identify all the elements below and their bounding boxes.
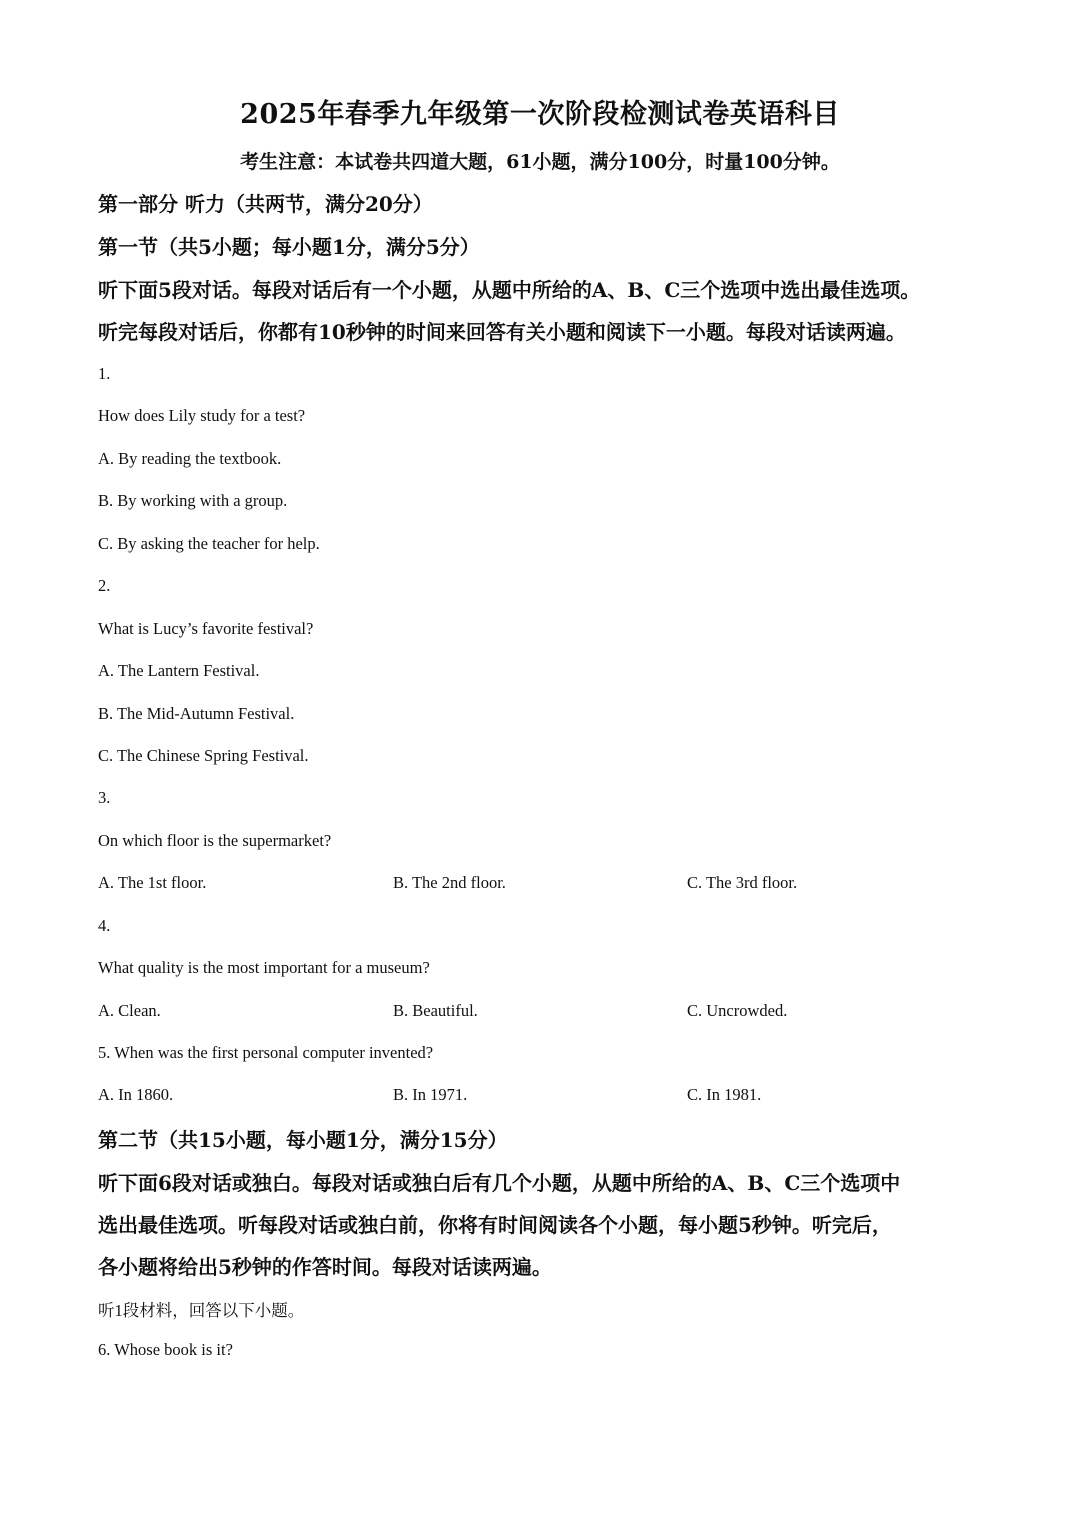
question-text: What is Lucy’s favorite festival? xyxy=(98,619,314,638)
section1-instruction: 听下面5段对话。每段对话后有一个小题，从题中所给的A、B、C三个选项中选出最佳选项。 xyxy=(98,278,921,302)
question-number: 2. xyxy=(98,576,111,595)
question-number: 1. xyxy=(98,364,111,383)
section2-instruction: 听下面6段对话或独白。每段对话或独白后有几个小题，从题中所给的A、B、C三个选项中 xyxy=(98,1171,901,1195)
question-text: 5. When was the first personal computer invented? xyxy=(98,1043,434,1062)
question-text: What quality is the most important for a museum? xyxy=(98,958,430,977)
answer-option: A. By reading the textbook. xyxy=(98,449,282,468)
answer-option: A. The Lantern Festival. xyxy=(98,661,260,680)
answer-option: A. The 1st floor. xyxy=(98,873,207,892)
section2-heading: 第二节（共15小题，每小题1分，满分15分） xyxy=(98,1128,508,1152)
answer-option: A. In 1860. xyxy=(98,1085,174,1104)
answer-option: B. The 2nd floor. xyxy=(393,873,506,892)
section1-heading: 第一节（共5小题；每小题1分，满分5分） xyxy=(98,235,480,259)
answer-option: C. Uncrowded. xyxy=(687,1001,788,1020)
exam-title: 2025年春季九年级第一次阶段检测试卷英语科目 xyxy=(240,99,840,130)
answer-option: C. In 1981. xyxy=(687,1085,762,1104)
question-number: 4. xyxy=(98,916,111,935)
section1-instruction: 听完每段对话后，你都有10秒钟的时间来回答有关小题和阅读下一小题。每段对话读两遍。 xyxy=(98,320,906,344)
answer-option: B. In 1971. xyxy=(393,1085,468,1104)
section2-instruction: 各小题将给出5秒钟的作答时间。每段对话读两遍。 xyxy=(98,1255,552,1279)
answer-option: B. By working with a group. xyxy=(98,491,288,510)
answer-option: A. Clean. xyxy=(98,1001,161,1020)
question-text: On which floor is the supermarket? xyxy=(98,831,332,850)
exam-notice: 考生注意：本试卷共四道大题，61小题，满分100分，时量100分钟。 xyxy=(240,151,840,173)
answer-option: C. The Chinese Spring Festival. xyxy=(98,746,309,765)
part1-heading: 第一部分 听力（共两节，满分20分） xyxy=(98,192,433,216)
material-note: 听1段材料，回答以下小题。 xyxy=(98,1301,305,1320)
section2-instruction: 选出最佳选项。听每段对话或独白前，你将有时间阅读各个小题，每小题5秒钟。听完后， xyxy=(98,1213,892,1237)
answer-option: C. The 3rd floor. xyxy=(687,873,798,892)
question-text: 6. Whose book is it? xyxy=(98,1340,233,1359)
question-number: 3. xyxy=(98,788,111,807)
question-text: How does Lily study for a test? xyxy=(98,406,306,425)
answer-option: B. Beautiful. xyxy=(393,1001,478,1020)
answer-option: B. The Mid-Autumn Festival. xyxy=(98,704,295,723)
answer-option: C. By asking the teacher for help. xyxy=(98,534,320,553)
